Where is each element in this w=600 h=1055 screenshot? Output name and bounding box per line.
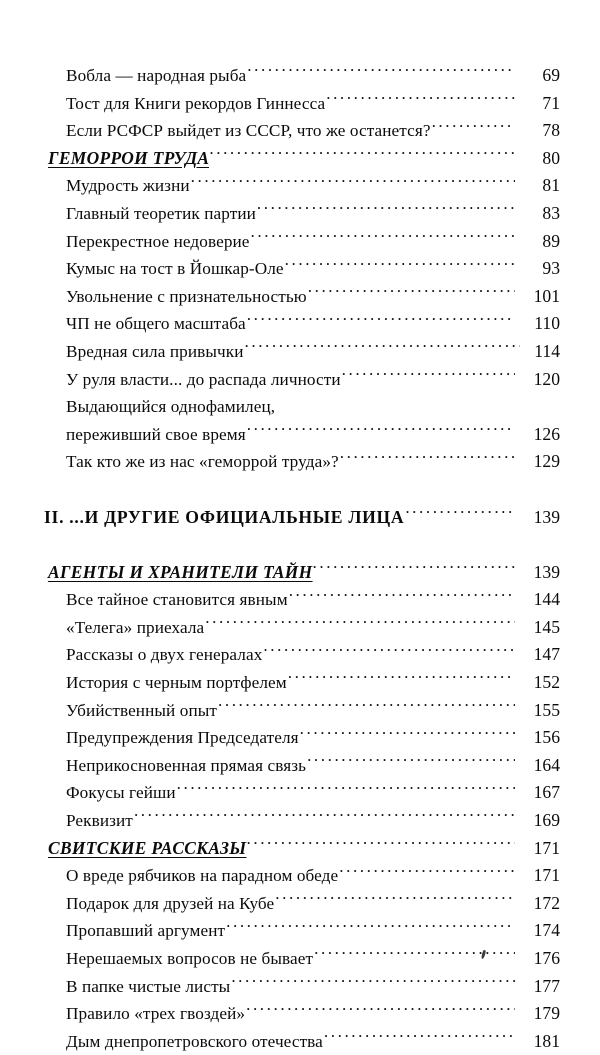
toc-page-number: 147 xyxy=(533,644,560,665)
toc-page-number: 171 xyxy=(533,837,560,858)
toc-entry[interactable] xyxy=(40,586,560,614)
dot-leader xyxy=(339,865,515,881)
toc-entry-title: Кумыс на тост в Йошкар-Оле xyxy=(66,259,284,279)
toc-entry-title: Так кто же из нас «геморрой труда»? xyxy=(66,452,339,472)
toc-entry-title: Вредная сила привычки xyxy=(66,341,244,361)
toc-entry-title: Подарок для друзей на Кубе xyxy=(66,893,275,913)
toc-section-heading[interactable] xyxy=(40,145,560,173)
toc-entry[interactable] xyxy=(40,255,560,283)
dot-leader xyxy=(263,644,515,660)
toc-entry[interactable] xyxy=(40,752,560,780)
dot-leader xyxy=(275,893,515,909)
toc-page-number: 152 xyxy=(533,672,560,693)
toc-section-heading[interactable] xyxy=(40,559,560,587)
toc-section-heading[interactable] xyxy=(40,835,560,863)
toc-entry-title: Предупреждения Председателя xyxy=(66,728,299,748)
dot-leader xyxy=(247,424,515,440)
toc-entry-wrapped[interactable] xyxy=(40,393,560,421)
toc-page-number: 144 xyxy=(533,589,560,610)
toc-page-number: 139 xyxy=(533,506,560,527)
toc-page-number: 93 xyxy=(542,258,560,279)
toc-entry[interactable] xyxy=(40,890,560,918)
toc-entry-title: Вобла — народная рыба xyxy=(66,66,247,85)
toc-entry[interactable] xyxy=(40,614,560,642)
dot-leader xyxy=(205,617,515,633)
toc-page-number: 83 xyxy=(542,202,560,223)
toc-page-number: 145 xyxy=(533,616,560,637)
toc-entry[interactable] xyxy=(40,779,560,807)
toc-entry[interactable] xyxy=(40,807,560,835)
dot-leader xyxy=(257,203,515,219)
toc-entry-title: Пропавший аргумент xyxy=(66,921,226,941)
dot-leader xyxy=(245,341,520,357)
toc-entry-title: Дым днепропетровского отечества xyxy=(66,1031,323,1051)
toc-page-number: 167 xyxy=(533,782,560,803)
toc-entry-title: Нерешаемых вопросов не бывает xyxy=(66,949,314,968)
toc-page-number: 177 xyxy=(533,975,560,996)
dot-leader xyxy=(247,65,515,81)
dot-leader xyxy=(209,148,515,164)
toc-entry[interactable] xyxy=(40,862,560,890)
toc-entry[interactable] xyxy=(40,697,560,725)
toc-entry[interactable] xyxy=(40,1028,560,1055)
toc-entry-title: СВИТСКИЕ РАССКАЗЫ xyxy=(48,837,247,858)
toc-entry-title: У руля власти... до распада личности xyxy=(66,369,341,389)
toc-spacer xyxy=(40,476,560,504)
toc-page-number: 120 xyxy=(533,368,560,389)
toc-entry-title: История с черным портфелем xyxy=(66,673,287,693)
dot-leader xyxy=(247,313,515,329)
toc-entry[interactable] xyxy=(40,62,560,90)
toc-entry-title: переживший свое время xyxy=(66,424,246,444)
dot-leader xyxy=(342,369,515,385)
toc-entry-title: Реквизит xyxy=(66,811,133,831)
toc-spacer xyxy=(40,531,560,559)
dot-leader xyxy=(307,755,515,771)
toc-entry-title: Увольнение с признательностью xyxy=(66,286,307,306)
toc-page-number: 81 xyxy=(542,175,560,196)
toc-entry-title: ГЕМОРРОИ ТРУДА xyxy=(48,147,210,168)
toc-entry-title: Убийственный опыт xyxy=(66,700,217,720)
toc-entry-title: Неприкосновенная прямая связь xyxy=(66,755,307,775)
toc-page-number: 129 xyxy=(533,451,560,472)
dot-leader xyxy=(276,396,515,412)
dot-leader xyxy=(308,286,515,302)
toc-entry-title: В папке чистые листы xyxy=(66,976,231,996)
toc-page-number: 156 xyxy=(533,727,560,748)
toc-entry[interactable] xyxy=(40,641,560,669)
dot-leader xyxy=(313,562,515,578)
toc-entry-title: Выдающийся однофамилец, xyxy=(66,397,276,417)
toc-entry-list xyxy=(40,62,560,1055)
toc-entry[interactable] xyxy=(40,172,560,200)
dot-leader xyxy=(326,93,515,109)
toc-entry-title: II. ...И ДРУГИЕ ОФИЦИАЛЬНЫЕ ЛИЦА xyxy=(44,506,405,527)
toc-entry-title: Все тайное становится явным xyxy=(66,590,288,610)
toc-entry[interactable] xyxy=(40,917,560,945)
dot-leader xyxy=(246,1003,515,1019)
toc-entry-title: Фокусы гейши xyxy=(66,783,176,803)
dot-leader xyxy=(218,700,515,716)
dot-leader xyxy=(300,727,515,743)
toc-entry[interactable] xyxy=(40,228,560,256)
dot-leader xyxy=(134,810,515,826)
toc-entry[interactable] xyxy=(40,90,560,118)
toc-page-number: 80 xyxy=(542,147,560,168)
toc-entry[interactable] xyxy=(40,310,560,338)
toc-page-number: 139 xyxy=(533,561,560,582)
toc-entry[interactable] xyxy=(40,366,560,394)
toc-page-number: 71 xyxy=(542,92,560,113)
toc-entry-title: Мудрость жизни xyxy=(66,176,190,196)
toc-page-number: 101 xyxy=(533,285,560,306)
toc-page-number: 126 xyxy=(533,423,560,444)
toc-entry-title: Правило «трех гвоздей» xyxy=(66,1004,246,1024)
toc-page-number: 155 xyxy=(533,699,560,720)
toc-page-number: 78 xyxy=(542,120,560,141)
toc-entry-title: О вреде рябчиков на парадном обеде xyxy=(66,866,339,886)
toc-entry-title: «Телега» приехала xyxy=(66,617,205,637)
toc-page-number: 171 xyxy=(533,865,560,886)
toc-entry[interactable] xyxy=(40,1000,560,1028)
toc-entry-title: Тост для Книги рекордов Гиннесса xyxy=(66,93,326,113)
dot-leader xyxy=(231,976,520,992)
dot-leader xyxy=(247,838,516,854)
dot-leader xyxy=(285,258,515,274)
toc-entry[interactable] xyxy=(40,200,560,228)
toc-entry[interactable] xyxy=(40,283,560,311)
toc-entry[interactable] xyxy=(40,117,560,145)
toc-entry-title: Если РСФСР выйдет из СССР, что же останется? xyxy=(66,121,431,141)
toc-entry-title: Перекрестное недоверие xyxy=(66,231,250,251)
toc-page-number: 172 xyxy=(533,892,560,913)
toc-entry-title: Главный теоретик партии xyxy=(66,203,256,223)
toc-page-number: 181 xyxy=(533,1030,560,1051)
toc-page-number: 176 xyxy=(533,948,560,968)
toc-entry[interactable] xyxy=(40,338,560,366)
dot-leader xyxy=(177,782,515,798)
toc-page-number: 89 xyxy=(542,230,560,251)
dot-leader xyxy=(251,231,515,247)
toc-page-number: 114 xyxy=(534,340,560,361)
toc-page-number: 169 xyxy=(533,810,560,831)
dot-leader xyxy=(226,920,515,936)
dot-leader xyxy=(405,507,515,523)
toc-part-heading[interactable] xyxy=(40,504,560,532)
toc-page-number: 179 xyxy=(533,1003,560,1024)
toc-entry[interactable] xyxy=(40,448,560,476)
dot-leader xyxy=(432,120,515,136)
dot-leader xyxy=(324,1031,515,1047)
toc-entry-title: Рассказы о двух генералах xyxy=(66,645,263,665)
toc-entry[interactable] xyxy=(40,669,560,697)
dot-leader xyxy=(288,672,515,688)
toc-page-number: 69 xyxy=(542,65,560,85)
toc-page-number: 164 xyxy=(533,754,560,775)
dot-leader xyxy=(289,589,515,605)
dot-leader xyxy=(191,175,515,191)
toc-entry[interactable] xyxy=(40,421,560,449)
dot-leader xyxy=(340,451,515,467)
toc-entry-title: ЧП не общего масштаба xyxy=(66,314,246,334)
toc-page-number: 174 xyxy=(533,920,560,941)
toc-entry[interactable] xyxy=(40,724,560,752)
toc-entry[interactable] xyxy=(40,973,560,1001)
toc-entry-title: АГЕНТЫ И ХРАНИТЕЛИ ТАЙН xyxy=(48,561,313,582)
toc-page-number: 110 xyxy=(534,313,560,334)
